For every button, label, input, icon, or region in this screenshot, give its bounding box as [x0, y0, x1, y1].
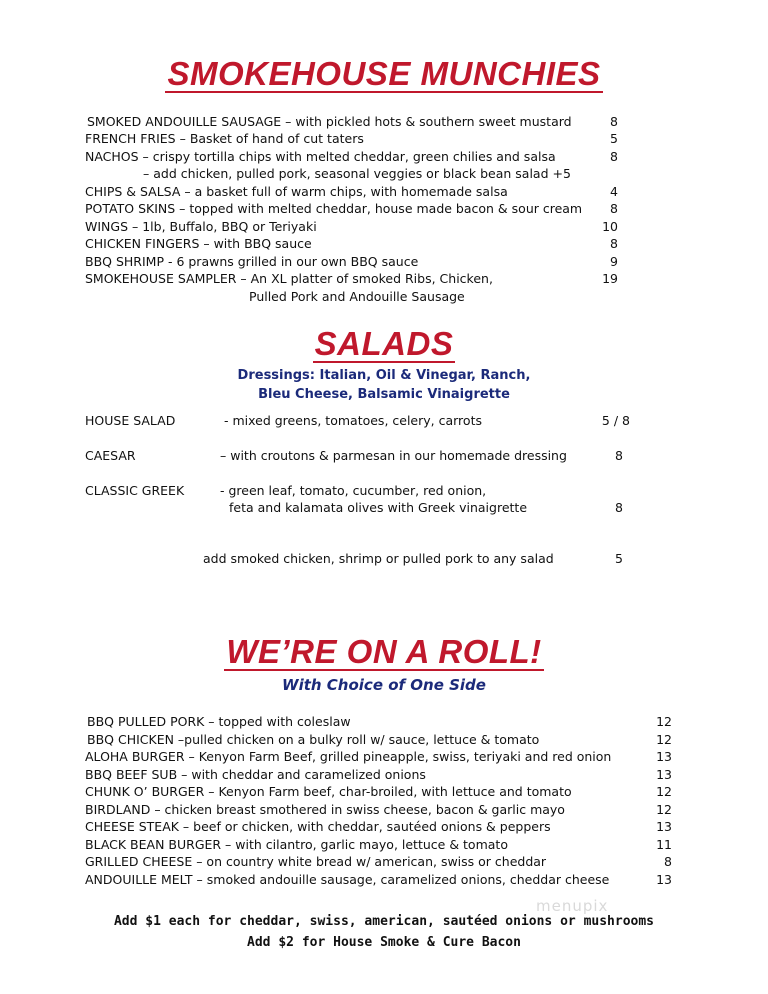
- roll-item: CHUNK O’ BURGER – Kenyon Farm beef, char-broiled, with lettuce and tomato: [85, 784, 572, 799]
- salads-dressings-line1: Dressings: Italian, Oil & Vinegar, Ranch,: [237, 368, 531, 383]
- roll-price: 12: [656, 802, 672, 817]
- roll-item: BLACK BEAN BURGER – with cilantro, garlic mayo, lettuce & tomato: [85, 837, 508, 852]
- salads-dressings-line2: Bleu Cheese, Balsamic Vinaigrette: [258, 387, 510, 402]
- roll-price: 13: [656, 767, 672, 782]
- munchies-item: NACHOS – crispy tortilla chips with melted cheddar, green chilies and salsa: [85, 149, 556, 164]
- roll-price: 11: [656, 837, 672, 852]
- roll-price: 12: [656, 784, 672, 799]
- watermark: menupix: [536, 897, 609, 915]
- roll-subtitle: With Choice of One Side: [282, 676, 486, 694]
- munchies-price: 8: [610, 114, 618, 129]
- munchies-price: 5: [610, 131, 618, 146]
- roll-item: BBQ PULLED PORK – topped with coleslaw: [87, 714, 351, 729]
- roll-price: 13: [656, 872, 672, 887]
- munchies-item: SMOKEHOUSE SAMPLER – An XL platter of smoked Ribs, Chicken,: [85, 271, 493, 286]
- roll-item: BBQ BEEF SUB – with cheddar and caramelized onions: [85, 767, 426, 782]
- munchies-item: WINGS – 1lb, Buffalo, BBQ or Teriyaki: [85, 219, 317, 234]
- munchies-item: CHICKEN FINGERS – with BBQ sauce: [85, 236, 312, 251]
- roll-note-1: Add $1 each for cheddar, swiss, american, sautéed onions or mushrooms: [113, 914, 655, 929]
- salad-description: - green leaf, tomato, cucumber, red onion,: [220, 483, 487, 498]
- munchies-item: SMOKED ANDOUILLE SAUSAGE – with pickled hots & southern sweet mustard: [87, 114, 572, 129]
- salad-price: 8: [615, 448, 623, 463]
- roll-price: 8: [664, 854, 672, 869]
- roll-item: CHEESE STEAK – beef or chicken, with cheddar, sautéed onions & peppers: [85, 819, 551, 834]
- munchies-price: 8: [610, 201, 618, 216]
- roll-note-2: Add $2 for House Smoke & Cure Bacon: [247, 935, 521, 950]
- roll-heading: WE’RE ON A ROLL!: [226, 633, 542, 670]
- salad-addon-price: 5: [615, 551, 623, 566]
- salad-price: 8: [615, 500, 623, 515]
- munchies-item: POTATO SKINS – topped with melted cheddar, house made bacon & sour cream: [85, 201, 583, 216]
- salad-name: CAESAR: [85, 448, 136, 463]
- munchies-price: 4: [610, 184, 618, 199]
- munchies-item: – add chicken, pulled pork, seasonal veggies or black bean salad +5: [143, 166, 571, 181]
- munchies-item: FRENCH FRIES – Basket of hand of cut taters: [85, 131, 364, 146]
- roll-price: 13: [656, 819, 672, 834]
- roll-item: GRILLED CHEESE – on country white bread w/ american, swiss or cheddar: [85, 854, 547, 869]
- salads-heading: SALADS: [314, 325, 454, 362]
- munchies-price: 9: [610, 254, 618, 269]
- roll-price: 12: [656, 732, 672, 747]
- roll-item: BBQ CHICKEN –pulled chicken on a bulky roll w/ sauce, lettuce & tomato: [87, 732, 540, 747]
- salad-name: HOUSE SALAD: [85, 413, 176, 428]
- roll-item: ALOHA BURGER – Kenyon Farm Beef, grilled pineapple, swiss, teriyaki and red onion: [85, 749, 612, 764]
- munchies-price: 10: [602, 219, 618, 234]
- salad-description-cont: feta and kalamata olives with Greek vinaigrette: [229, 500, 528, 515]
- roll-item: ANDOUILLE MELT – smoked andouille sausage, caramelized onions, cheddar cheese: [85, 872, 610, 887]
- salad-description: – with croutons & parmesan in our homemade dressing: [220, 448, 567, 463]
- roll-item: BIRDLAND – chicken breast smothered in swiss cheese, bacon & garlic mayo: [85, 802, 565, 817]
- salad-addon: add smoked chicken, shrimp or pulled pork to any salad: [203, 551, 554, 566]
- roll-price: 13: [656, 749, 672, 764]
- munchies-item: BBQ SHRIMP - 6 prawns grilled in our own BBQ sauce: [85, 254, 419, 269]
- salad-price: 5 / 8: [601, 413, 630, 428]
- salad-description: - mixed greens, tomatoes, celery, carrots: [224, 413, 482, 428]
- munchies-price: 19: [602, 271, 618, 286]
- munchies-heading: SMOKEHOUSE MUNCHIES: [167, 55, 601, 92]
- munchies-item: Pulled Pork and Andouille Sausage: [249, 289, 465, 304]
- salad-name: CLASSIC GREEK: [85, 483, 185, 498]
- munchies-price: 8: [610, 149, 618, 164]
- munchies-item: CHIPS & SALSA – a basket full of warm chips, with homemade salsa: [85, 184, 508, 199]
- munchies-price: 8: [610, 236, 618, 251]
- roll-price: 12: [656, 714, 672, 729]
